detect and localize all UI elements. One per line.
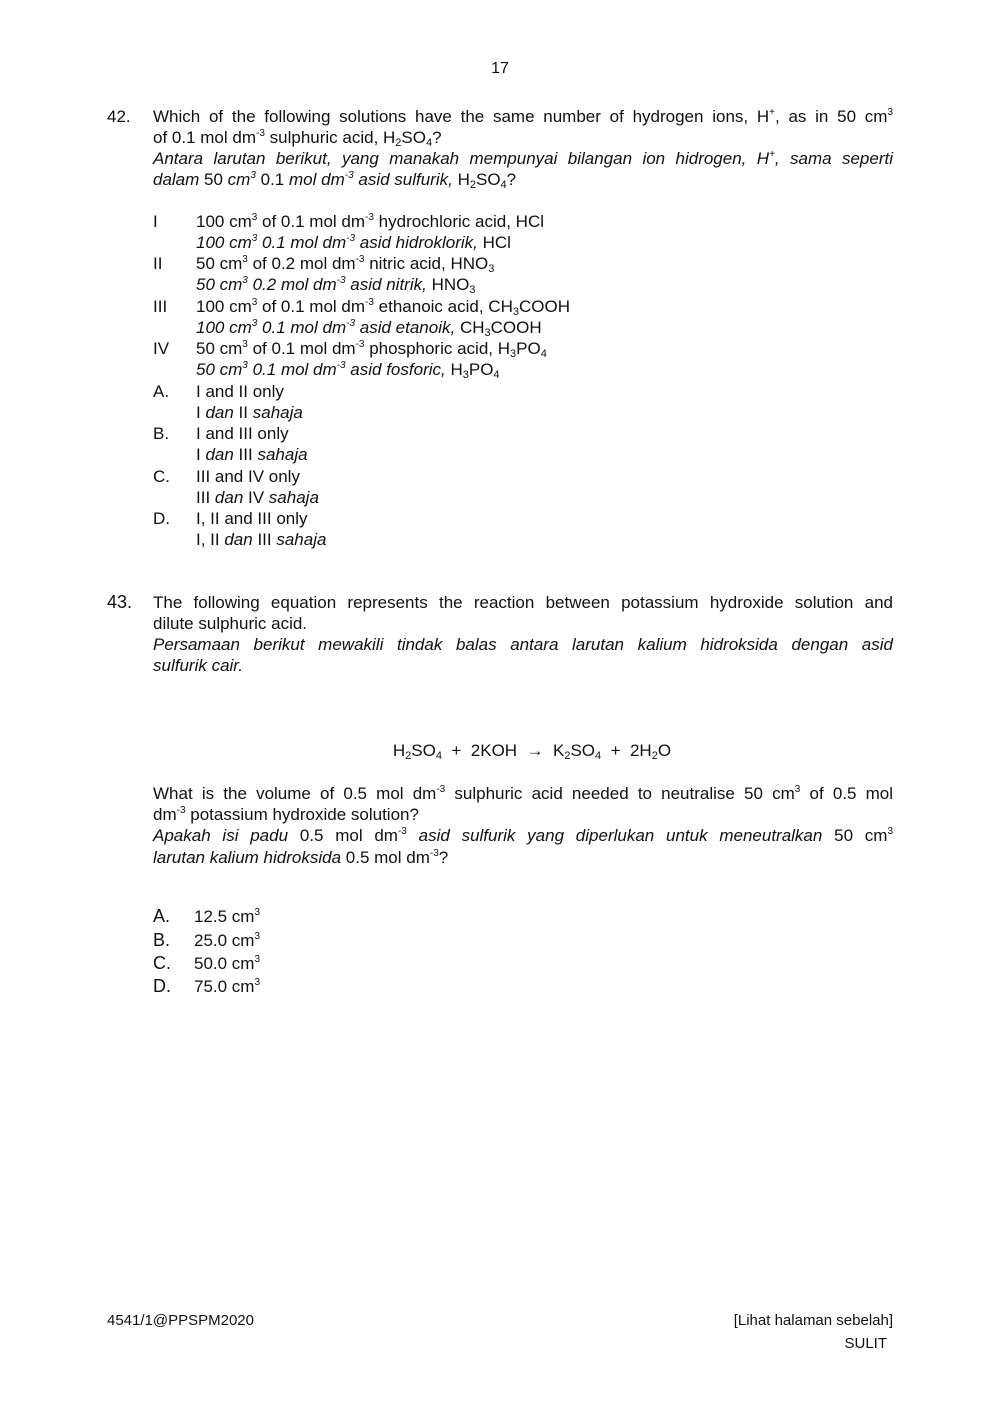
text: 100 cm: [196, 233, 252, 252]
text: 50 cm: [196, 275, 243, 294]
text: IV: [243, 488, 269, 507]
option-text-ms[interactable]: [196, 402, 303, 423]
text: 0.1 mol dm: [247, 360, 337, 379]
text: sulphuric acid needed to neutralise 50 cm: [445, 784, 795, 803]
text: + 2KOH: [441, 741, 527, 760]
text: asid nitrik,: [345, 275, 432, 294]
question-text-ms: Persamaan berikut mewakili tindak balas antara larutan kalium hidroksida dengan asid: [153, 635, 893, 654]
text: larutan kalium hidroksida: [153, 848, 346, 867]
subscript: 3: [510, 348, 517, 360]
text: III: [196, 488, 215, 507]
text: 0.1 mol dm: [257, 318, 347, 337]
superscript: -3: [256, 128, 265, 139]
option-letter[interactable]: B.: [153, 424, 170, 443]
text: 50 cm: [834, 826, 888, 845]
question-text-en: The following equation represents the reaction between potassium hydroxide solution and: [153, 593, 893, 612]
text: 100 cm: [196, 318, 252, 337]
superscript: -3: [397, 826, 407, 837]
text: potassium hydroxide solution?: [185, 805, 419, 824]
text: dm: [153, 805, 177, 824]
text: 50 cm: [196, 254, 243, 273]
subscript: 3: [484, 327, 491, 339]
subscript: 2: [651, 750, 658, 762]
paper-code: 4541/1@PPSPM2020: [107, 1312, 254, 1329]
text: III: [233, 445, 258, 464]
text: phosphoric acid, H: [364, 339, 511, 358]
text: Antara larutan berikut, yang manakah mempunyai bilangan ion hidrogen, H: [153, 149, 770, 168]
question-text-ms-2: sulfurik cair.: [153, 656, 244, 675]
subscript: 2: [469, 179, 476, 191]
text: asid hidroklorik,: [355, 233, 483, 252]
superscript: -3: [176, 805, 186, 816]
text: 50: [204, 170, 228, 189]
superscript: -3: [436, 784, 446, 795]
superscript: 3: [242, 254, 248, 265]
option-text-en[interactable]: I and III only: [196, 424, 289, 443]
text: PO: [516, 339, 541, 358]
text: 0.1 mol dm: [257, 233, 347, 252]
question-text-en-2: [153, 127, 442, 148]
question-text-ms: [153, 148, 893, 169]
subscript: 4: [435, 750, 442, 762]
text: asid sulfurik,: [353, 170, 458, 189]
text: dan: [214, 488, 244, 507]
text: 100 cm: [196, 297, 252, 316]
question-number: 42.: [107, 107, 131, 126]
statement-number: II: [153, 254, 163, 273]
question-text-en: [153, 106, 893, 127]
text: ?: [506, 170, 517, 189]
text: Which of the following solutions have the same number of hydrogen ions, H: [153, 107, 770, 126]
text: asid fosforic,: [345, 360, 451, 379]
option-letter[interactable]: B.: [153, 930, 171, 950]
option-text-ms[interactable]: [196, 444, 308, 465]
text: What is the volume of 0.5 mol dm: [153, 784, 437, 803]
superscript: 3: [887, 107, 893, 118]
superscript: 3: [251, 212, 258, 223]
text: 0.1: [255, 170, 289, 189]
superscript: 3: [251, 297, 258, 308]
superscript: -3: [355, 339, 365, 350]
text: ?: [432, 128, 442, 147]
text: mol dm: [289, 170, 345, 189]
option-letter[interactable]: C.: [153, 467, 170, 486]
text: SO: [475, 170, 501, 189]
text: II: [233, 403, 253, 422]
superscript: -3: [429, 848, 439, 859]
superscript: 3: [254, 931, 261, 942]
option-text-en[interactable]: III and IV only: [196, 467, 300, 486]
option-text-ms[interactable]: [196, 529, 326, 550]
statement-en: [196, 253, 494, 274]
option-text-ms[interactable]: [196, 487, 319, 508]
statement-en: [196, 338, 547, 359]
statement-ms: [196, 274, 475, 295]
superscript: 3: [251, 233, 258, 244]
statement-en: [196, 296, 570, 317]
reaction-arrow-icon: →: [526, 741, 544, 760]
text: of 0.1 mol dm: [153, 128, 256, 147]
option-letter[interactable]: C.: [153, 953, 171, 973]
text: of 0.5 mol: [800, 784, 894, 803]
text: PO: [468, 360, 494, 379]
text: 0.5 mol dm: [299, 826, 398, 845]
subscript: 4: [425, 137, 433, 149]
text: COOH: [490, 318, 542, 337]
text: H: [450, 360, 463, 379]
statement-number: IV: [153, 339, 170, 358]
subquestion-text-ms: [153, 825, 893, 846]
superscript: -3: [346, 233, 356, 244]
classification-label: SULIT: [844, 1335, 887, 1352]
option-value[interactable]: [194, 906, 260, 927]
chemical-equation: [0, 719, 1000, 782]
text: SO: [411, 741, 436, 760]
text: H: [392, 741, 406, 760]
text: 50.0 cm: [194, 954, 255, 973]
subscript: 2: [405, 750, 412, 762]
text: sulphuric acid, H: [264, 128, 396, 147]
text: hydrochloric acid, HCl: [373, 212, 544, 231]
question-number: 43.: [107, 592, 133, 612]
text: O: [657, 741, 672, 760]
text: 25.0 cm: [194, 931, 255, 950]
subscript: 4: [595, 750, 602, 762]
superscript: 3: [251, 318, 258, 329]
text: 100 cm: [196, 212, 252, 231]
superscript: 3: [254, 907, 261, 918]
subscript: 4: [540, 348, 547, 360]
text: 50 cm: [196, 360, 243, 379]
subscript: 2: [395, 137, 402, 149]
text: ethanoic acid, CH: [373, 297, 513, 316]
superscript: +: [769, 107, 775, 118]
option-letter[interactable]: D.: [153, 509, 170, 528]
superscript: -3: [355, 254, 365, 265]
text: nitric acid, HNO: [364, 254, 489, 273]
statement-en: [196, 211, 544, 232]
text: sahaja: [257, 445, 308, 464]
subscript: 4: [500, 179, 507, 191]
text: Apakah isi padu: [153, 826, 300, 845]
text: ?: [438, 848, 449, 867]
text: dalam: [153, 170, 205, 189]
question-text-en-2: dilute sulphuric acid.: [153, 614, 308, 633]
text: asid sulfurik yang diperlukan untuk meneutralkan: [406, 826, 835, 845]
superscript: 3: [887, 826, 893, 837]
superscript: -3: [365, 212, 374, 223]
subscript: 4: [493, 369, 500, 381]
option-value[interactable]: [194, 930, 260, 951]
text: HNO: [431, 275, 470, 294]
text: dan: [224, 530, 253, 549]
option-letter[interactable]: A.: [153, 382, 170, 401]
text: SO: [401, 128, 426, 147]
text: , as in 50 cm: [774, 107, 888, 126]
statement-number: I: [153, 212, 158, 231]
statement-ms: [196, 232, 511, 253]
superscript: 3: [242, 339, 248, 350]
superscript: 3: [254, 977, 261, 988]
superscript: -3: [346, 318, 356, 329]
text: H: [457, 170, 470, 189]
text: III: [252, 530, 277, 549]
text: of 0.1 mol dm: [247, 339, 356, 358]
text: of 0.1 mol dm: [257, 297, 366, 316]
text: dan: [205, 403, 234, 422]
question-text-ms-2: [153, 169, 516, 190]
text: 50 cm: [196, 339, 243, 358]
text: CH: [459, 318, 485, 337]
text: 75.0 cm: [194, 977, 255, 996]
subquestion-text-en-2: [153, 804, 419, 825]
text: + 2H: [601, 741, 652, 760]
text: asid etanoik,: [355, 318, 460, 337]
text: SO: [570, 741, 595, 760]
text: COOH: [518, 297, 570, 316]
superscript: -3: [344, 170, 354, 181]
superscript: 3: [794, 784, 801, 795]
text: I: [196, 403, 206, 422]
text: 12.5 cm: [194, 907, 255, 926]
text: K: [543, 741, 565, 760]
subscript: 3: [488, 263, 495, 275]
statement-ms: [196, 317, 542, 338]
superscript: -3: [336, 275, 346, 286]
subscript: 2: [564, 750, 571, 762]
text: 0.2 mol dm: [247, 275, 337, 294]
text: HCl: [482, 233, 511, 252]
superscript: +: [769, 149, 775, 160]
subscript: 3: [462, 369, 469, 381]
superscript: 3: [250, 170, 256, 181]
option-value[interactable]: [194, 953, 260, 974]
text: of 0.2 mol dm: [247, 254, 356, 273]
superscript: 3: [242, 360, 248, 371]
text: , sama seperti: [774, 149, 893, 168]
superscript: -3: [336, 360, 346, 371]
superscript: -3: [365, 297, 374, 308]
page-number: 17: [491, 60, 509, 77]
statement-number: III: [153, 297, 168, 316]
superscript: 3: [254, 954, 261, 965]
text: sahaja: [268, 488, 319, 507]
text: sahaja: [252, 403, 303, 422]
option-letter[interactable]: D.: [153, 976, 171, 996]
subquestion-text-en: [153, 783, 893, 804]
text: dan: [205, 445, 234, 464]
option-letter[interactable]: A.: [153, 906, 171, 926]
next-page-note: [Lihat halaman sebelah]: [733, 1312, 893, 1329]
subscript: 3: [512, 306, 519, 318]
option-text-en[interactable]: I, II and III only: [196, 509, 308, 528]
statement-ms: [196, 359, 500, 380]
option-value[interactable]: [194, 976, 260, 997]
subscript: 3: [469, 284, 476, 296]
text: 0.5 mol dm: [345, 848, 430, 867]
text: of 0.1 mol dm: [257, 212, 366, 231]
text: cm: [227, 170, 251, 189]
text: I, II: [196, 530, 225, 549]
subquestion-text-ms-2: [153, 847, 448, 868]
option-text-en[interactable]: I and II only: [196, 382, 284, 401]
text: I: [196, 445, 206, 464]
text: sahaja: [276, 530, 327, 549]
superscript: 3: [242, 275, 248, 286]
